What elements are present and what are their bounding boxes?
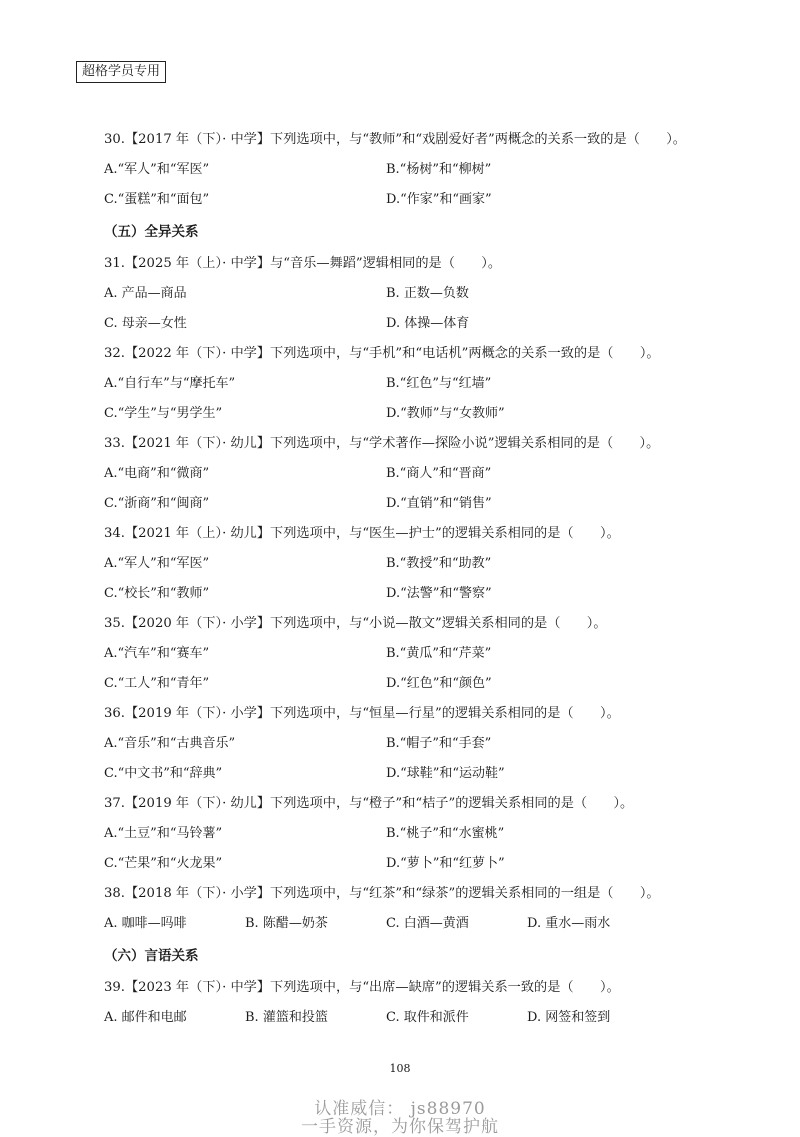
question-38-option-c: C. 白酒—黄酒	[386, 916, 469, 931]
question-32-option-c: C.“学生”与“男学生”	[104, 406, 223, 421]
question-34-option-c: C.“校长”和“教师”	[104, 586, 210, 601]
question-34-option-d: D.“法警”和“警察”	[386, 586, 492, 601]
question-31-option-d: D. 体操—体育	[386, 316, 470, 331]
question-37-option-d: D.“萝卜”和“红萝卜”	[386, 856, 505, 871]
section-heading-verbal: （六）言语关系	[104, 948, 199, 964]
question-37-stem: 37.【2019 年（下）· 幼儿】下列选项中，与“橙子”和“桔子”的逻辑关系相同的是（ ）。	[104, 796, 634, 811]
question-31-stem: 31.【2025 年（上）· 中学】与“音乐—舞蹈”逻辑相同的是（ ）。	[104, 256, 502, 271]
question-37-option-c: C.“芒果”和“火龙果”	[104, 856, 223, 871]
question-34-option-b: B.“教授”和“助教”	[386, 556, 492, 571]
question-30-option-b: B.“杨树”和“柳树”	[386, 162, 492, 177]
question-39-option-d: D. 网签和签到	[527, 1010, 611, 1025]
question-35-option-b: B.“黄瓜”和“芹菜”	[386, 646, 492, 661]
question-30-stem: 30.【2017 年（下）· 中学】下列选项中，与“教师”和“戏剧爱好者”两概念的关系一致的是（ ）。	[104, 132, 686, 147]
question-31-option-a: A. 产品—商品	[104, 286, 187, 301]
question-39-option-b: B. 灌篮和投篮	[245, 1010, 328, 1025]
watermark-line-2: 一手资源，为你保驾护航	[301, 1117, 499, 1137]
question-36-option-b: B.“帽子”和“手套”	[386, 736, 492, 751]
question-35-option-d: D.“红色”和“颜色”	[386, 676, 492, 691]
question-34-stem: 34.【2021 年（上）· 幼儿】下列选项中，与“医生—护士”的逻辑关系相同的是（ ）。	[104, 526, 620, 541]
question-39-option-a: A. 邮件和电邮	[104, 1010, 187, 1025]
question-30-option-a: A.“军人”和“军医”	[104, 162, 210, 177]
watermark-line-1: 认准威信： js88970	[314, 1099, 486, 1119]
question-36-stem: 36.【2019 年（下）· 小学】下列选项中，与“恒星—行星”的逻辑关系相同的是（ ）。	[104, 706, 620, 721]
question-38-stem: 38.【2018 年（下）· 小学】下列选项中，与“红茶”和“绿茶”的逻辑关系相同的一组是（ ）。	[104, 886, 660, 901]
question-35-stem: 35.【2020 年（下）· 小学】下列选项中，与“小说—散文”逻辑关系相同的是（ ）。	[104, 616, 607, 631]
question-31-option-b: B. 正数—负数	[386, 286, 469, 301]
question-36-option-d: D.“球鞋”和“运动鞋”	[386, 766, 505, 781]
question-39-stem: 39.【2023 年（下）· 中学】下列选项中，与“出席—缺席”的逻辑关系一致的是（ ）。	[104, 980, 620, 995]
question-33-option-a: A.“电商”和“微商”	[104, 466, 210, 481]
question-33-option-c: C.“浙商”和“闽商”	[104, 496, 210, 511]
question-33-stem: 33.【2021 年（下）· 幼儿】下列选项中，与“学术著作—探险小说”逻辑关系相同的是（ ）。	[104, 436, 660, 451]
question-38-option-a: A. 咖啡—吗啡	[104, 916, 187, 931]
question-36-option-a: A.“音乐”和“古典音乐”	[104, 736, 236, 751]
question-39-option-c: C. 取件和派件	[386, 1010, 469, 1025]
question-30-option-c: C.“蛋糕”和“面包”	[104, 192, 210, 207]
question-32-option-d: D.“教师”与“女教师”	[386, 406, 505, 421]
question-32-stem: 32.【2022 年（下）· 中学】下列选项中，与“手机”和“电话机”两概念的关系一致的是（ ）。	[104, 346, 660, 361]
question-32-option-b: B.“红色”与“红墙”	[386, 376, 492, 391]
exclusive-badge: 超格学员专用	[76, 61, 166, 83]
question-30-option-d: D.“作家”和“画家”	[386, 192, 492, 207]
question-35-option-a: A.“汽车”和“赛车”	[104, 646, 210, 661]
question-37-option-a: A.“土豆”和“马铃薯”	[104, 826, 223, 841]
section-heading-disjoint: （五）全异关系	[104, 224, 199, 240]
question-33-option-d: D.“直销”和“销售”	[386, 496, 492, 511]
question-34-option-a: A.“军人”和“军医”	[104, 556, 210, 571]
page-number: 108	[389, 1062, 411, 1075]
question-31-option-c: C. 母亲—女性	[104, 316, 187, 331]
question-32-option-a: A.“自行车”与“摩托车”	[104, 376, 236, 391]
question-38-option-d: D. 重水—雨水	[527, 916, 611, 931]
question-38-option-b: B. 陈醋—奶茶	[245, 916, 328, 931]
question-35-option-c: C.“工人”和“青年”	[104, 676, 210, 691]
question-36-option-c: C.“中文书”和“辞典”	[104, 766, 223, 781]
question-33-option-b: B.“商人”和“晋商”	[386, 466, 492, 481]
question-37-option-b: B.“桃子”和“水蜜桃”	[386, 826, 505, 841]
